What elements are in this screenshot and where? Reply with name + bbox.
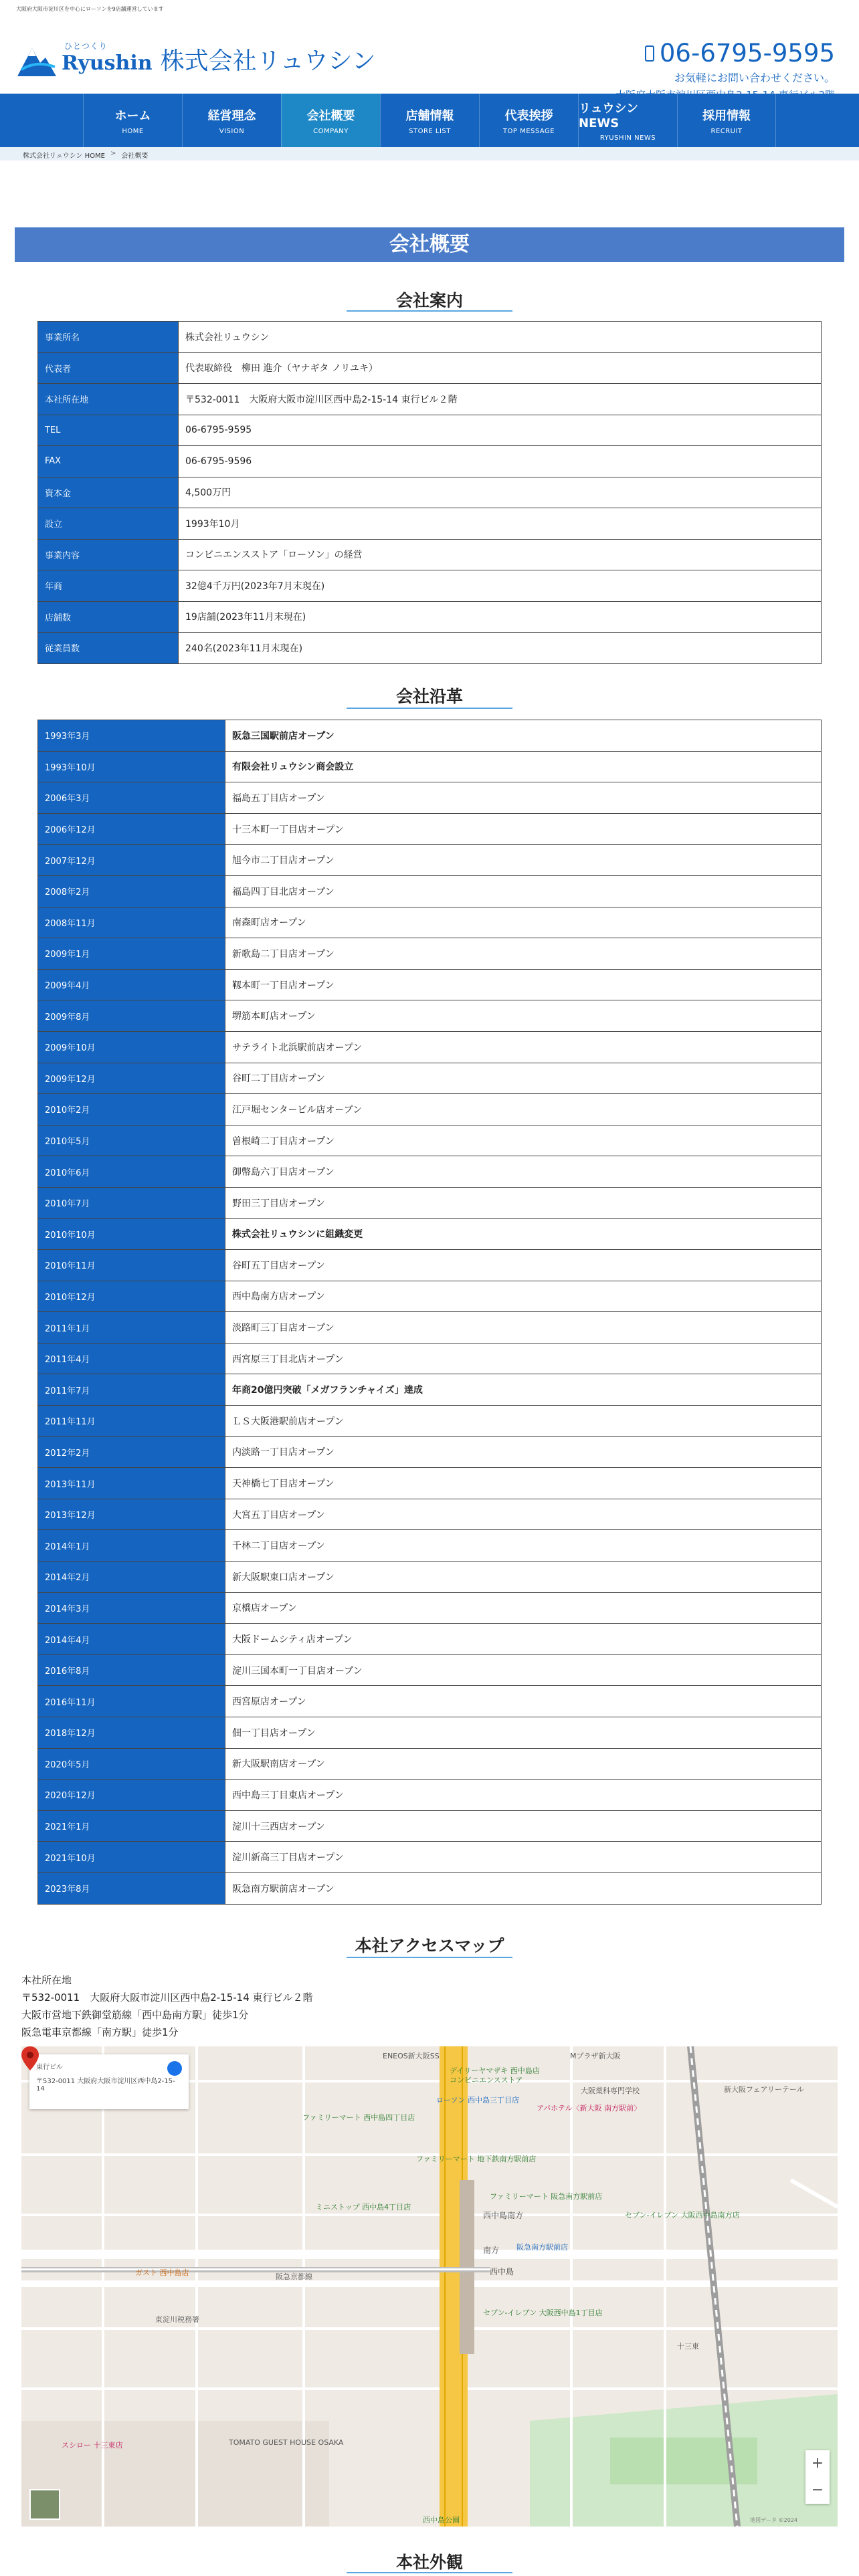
history-date: 2021年10月 [38, 1842, 225, 1873]
map-place-label[interactable]: セブン-イレブン 大阪西中島1丁目店 [483, 2309, 603, 2317]
history-date: 2016年8月 [38, 1654, 225, 1686]
map-place-label[interactable]: 阪急南方駅前店 [516, 2243, 568, 2252]
history-date: 2018年12月 [38, 1717, 225, 1749]
history-date: 2007年12月 [38, 845, 225, 876]
history-date: 2011年4月 [38, 1343, 225, 1374]
map-place-label[interactable]: アパホテル〈新大阪 南方駅前〉 [537, 2104, 642, 2113]
map-place-label[interactable]: ミニストップ 西中島4丁目店 [316, 2203, 411, 2212]
history-date: 1993年10月 [38, 751, 225, 782]
history-date: 2008年2月 [38, 875, 225, 907]
history-event: 淀川新高三丁目店オープン [225, 1842, 822, 1873]
info-value: 1993年10月 [179, 508, 822, 540]
google-map[interactable] [21, 2046, 838, 2527]
history-row [38, 1842, 822, 1873]
history-event: 淀川三国本町一丁目店オープン [225, 1654, 822, 1686]
history-row [38, 1343, 822, 1374]
nav-item-store-list[interactable] [380, 94, 479, 147]
history-date: 2010年2月 [38, 1094, 225, 1125]
history-event: 新歌島二丁目店オープン [225, 938, 822, 970]
history-date: 2013年11月 [38, 1468, 225, 1499]
history-event: 阪急南方駅前店オープン [225, 1872, 822, 1904]
map-place-label[interactable]: ファミリーマート 西中島四丁目店 [302, 2113, 415, 2122]
history-row [38, 907, 822, 938]
history-event: 西宮原三丁目北店オープン [225, 1343, 822, 1374]
history-date: 2006年3月 [38, 782, 225, 814]
history-date: 2014年1月 [38, 1530, 225, 1562]
info-value: 株式会社リュウシン [179, 322, 822, 353]
history-date: 2023年8月 [38, 1872, 225, 1904]
map-place-label[interactable]: デイリーヤマザキ 西中島店 [450, 2066, 540, 2075]
nav-item-recruit[interactable] [677, 94, 776, 147]
nav-sublabel: HOME [122, 127, 144, 135]
map-place-label[interactable]: スシロー 十三東店 [62, 2441, 123, 2450]
history-event: 曽根崎二丁目店オープン [225, 1125, 822, 1156]
breadcrumb-current: 会社概要 [121, 152, 149, 160]
history-event: 内淡路一丁目店オープン [225, 1436, 822, 1468]
history-row [38, 1592, 822, 1624]
history-row [38, 1624, 822, 1655]
history-event: 淡路町三丁目店オープン [225, 1312, 822, 1344]
site-logo[interactable] [16, 40, 376, 78]
history-row [38, 938, 822, 970]
map-layer-toggle[interactable] [29, 2489, 60, 2520]
global-nav [0, 94, 859, 147]
nav-sublabel: COMPANY [313, 127, 349, 135]
history-row [38, 1063, 822, 1094]
info-value: 240名(2023年11月末現在) [179, 633, 822, 664]
info-row [38, 633, 822, 664]
zoom-out-button[interactable]: − [811, 2482, 824, 2498]
history-row [38, 1374, 822, 1406]
info-row [38, 322, 822, 353]
company-history-table [37, 720, 822, 1905]
map-place-label[interactable]: 南方 [483, 2246, 500, 2255]
history-date: 2009年4月 [38, 969, 225, 1000]
history-date: 2009年10月 [38, 1031, 225, 1063]
history-date: 2010年12月 [38, 1281, 225, 1312]
history-row [38, 1436, 822, 1468]
history-row [38, 1468, 822, 1499]
info-row [38, 601, 822, 633]
nav-label: 採用情報 [702, 108, 751, 123]
history-row [38, 1125, 822, 1156]
history-event: 淀川十三西店オープン [225, 1810, 822, 1842]
access-info [21, 1971, 313, 2041]
logo-english: Ryushin [62, 51, 153, 75]
map-place-label[interactable]: コンビニエンスストア [450, 2076, 523, 2084]
logo-mountain-icon [16, 40, 58, 78]
history-row [38, 720, 822, 752]
section-underline [347, 1957, 512, 1958]
history-row [38, 1810, 822, 1842]
history-event: 谷町二丁目店オープン [225, 1063, 822, 1094]
nav-sublabel: STORE LIST [409, 127, 451, 135]
info-row [38, 446, 822, 477]
history-event: 野田三丁目店オープン [225, 1187, 822, 1218]
nav-label: 店舗情報 [405, 108, 454, 123]
section-title-info: 会社案内 [395, 291, 463, 310]
history-event: ＬＳ大阪港駅前店オープン [225, 1406, 822, 1437]
info-value: 〒532-0011 大阪府大阪市淀川区西中島2-15-14 東行ビル２階 [179, 384, 822, 415]
map-zoom-control [805, 2450, 830, 2504]
history-date: 2011年7月 [38, 1374, 225, 1406]
section-title-history: 会社沿革 [395, 687, 463, 706]
info-label: 事業所名 [38, 322, 179, 353]
history-row [38, 1686, 822, 1717]
history-event: 堺筋本町店オープン [225, 1000, 822, 1032]
history-event: 谷町五丁目店オープン [225, 1250, 822, 1281]
history-row [38, 1156, 822, 1188]
history-event: 西宮原店オープン [225, 1686, 822, 1717]
page-title: 会社概要 [15, 227, 844, 262]
history-row [38, 1780, 822, 1811]
header-contact [615, 39, 835, 102]
nav-label: ホーム [114, 108, 151, 123]
nav-item-home[interactable] [83, 94, 182, 147]
history-date: 1993年3月 [38, 720, 225, 752]
history-date: 2014年2月 [38, 1562, 225, 1593]
history-row [38, 1562, 822, 1593]
history-date: 2008年11月 [38, 907, 225, 938]
info-label: 設立 [38, 508, 179, 540]
history-row [38, 1499, 822, 1530]
info-label: TEL [38, 415, 179, 446]
map-place-label[interactable]: ローソン 西中島三丁目店 [436, 2096, 520, 2105]
access-line: 本社所在地 [21, 1974, 72, 1986]
breadcrumb-separator: > [110, 150, 116, 157]
history-date: 2010年6月 [38, 1156, 225, 1188]
info-label: 事業内容 [38, 539, 179, 570]
history-date: 2010年5月 [38, 1125, 225, 1156]
history-event: 天神橋七丁目店オープン [225, 1468, 822, 1499]
history-date: 2010年11月 [38, 1250, 225, 1281]
map-attribution: 地図データ ©2024 [750, 2517, 797, 2523]
history-event: 年商20億円突破「メガフランチャイズ」達成 [225, 1374, 822, 1406]
history-date: 2013年12月 [38, 1499, 225, 1530]
info-label: 店舗数 [38, 601, 179, 633]
history-row [38, 1312, 822, 1344]
phone-icon [645, 45, 654, 62]
nav-item-news[interactable] [578, 94, 677, 147]
history-row [38, 845, 822, 876]
map-place-label[interactable]: 新大阪フェアリーテール [724, 2085, 804, 2094]
map-card-title: 東行ビル [36, 2064, 63, 2071]
map-card-address: 〒532-0011 大阪府大阪市淀川区西中島2-15-14 [36, 2078, 175, 2092]
site-header [0, 20, 859, 94]
info-value: 06-6795-9595 [179, 415, 822, 446]
logo-ruby: ひとつくり [64, 41, 108, 51]
history-event: 有限会社リュウシン商会設立 [225, 751, 822, 782]
history-event: 大阪ドームシティ店オープン [225, 1624, 822, 1655]
nav-sublabel: RYUSHIN NEWS [599, 134, 656, 142]
history-event: 南森町店オープン [225, 907, 822, 938]
history-row [38, 813, 822, 845]
map-place-label[interactable]: 西中島南方 [483, 2211, 524, 2220]
info-value: 4,500万円 [179, 477, 822, 508]
map-place-label[interactable]: ENEOS新大阪SS [383, 2052, 440, 2060]
section-underline [347, 310, 512, 312]
contact-note: お気軽にお問い合わせください。 [674, 72, 835, 84]
nav-label: 代表挨拶 [504, 108, 553, 123]
topbar-tagline: 大阪府大阪市淀川区を中心にローソンを9店舗運営しています [16, 6, 164, 12]
history-event: 西中島三丁目東店オープン [225, 1780, 822, 1811]
history-event: 大宮五丁目店オープン [225, 1499, 822, 1530]
history-event: 御幣島六丁目店オープン [225, 1156, 822, 1188]
history-row [38, 751, 822, 782]
info-label: 本社所在地 [38, 384, 179, 415]
nav-item-vision[interactable] [182, 94, 281, 147]
history-row [38, 1094, 822, 1125]
nav-label: 会社概要 [306, 108, 355, 123]
info-label: 従業員数 [38, 633, 179, 664]
history-row [38, 1281, 822, 1312]
map-pin-icon[interactable] [21, 2046, 39, 2070]
history-row [38, 875, 822, 907]
history-event: 京橋店オープン [225, 1592, 822, 1624]
access-line: 〒532-0011 大阪府大阪市淀川区西中島2-15-14 東行ビル２階 [21, 1992, 313, 2004]
info-row [38, 384, 822, 415]
breadcrumb [0, 147, 859, 160]
phone-link[interactable] [615, 39, 835, 68]
history-event: 靱本町一丁目店オープン [225, 969, 822, 1000]
history-date: 2010年7月 [38, 1187, 225, 1218]
history-row [38, 1406, 822, 1437]
directions-icon[interactable] [167, 2061, 182, 2076]
history-event: 西中島南方店オープン [225, 1281, 822, 1312]
info-row [38, 539, 822, 570]
history-row [38, 1748, 822, 1780]
history-date: 2010年10月 [38, 1218, 225, 1250]
map-place-label[interactable]: 東淀川税務署 [155, 2315, 199, 2324]
history-event: 江戸堀センタービル店オープン [225, 1094, 822, 1125]
history-date: 2020年5月 [38, 1748, 225, 1780]
section-underline [347, 708, 512, 709]
history-event: 阪急三国駅前店オープン [225, 720, 822, 752]
history-event: 新大阪駅南店オープン [225, 1748, 822, 1780]
access-line: 大阪市営地下鉄御堂筋線「西中島南方駅」徒歩1分 [21, 2009, 249, 2021]
history-event: 株式会社リュウシンに組織変更 [225, 1218, 822, 1250]
map-place-label[interactable]: 十三東 [677, 2342, 699, 2351]
info-label: 資本金 [38, 477, 179, 508]
history-row [38, 1031, 822, 1063]
map-canvas[interactable] [21, 2046, 838, 2527]
history-event: 十三本町一丁目店オープン [225, 813, 822, 845]
nav-label: 経営理念 [207, 108, 256, 123]
map-place-label[interactable]: 大阪薬科専門学校 [581, 2086, 640, 2095]
history-row [38, 1218, 822, 1250]
history-date: 2014年3月 [38, 1592, 225, 1624]
history-date: 2020年12月 [38, 1780, 225, 1811]
history-event: 福島四丁目北店オープン [225, 875, 822, 907]
info-value: 代表取締役 柳田 進介（ヤナギタ ノリユキ） [179, 352, 822, 384]
history-row [38, 1000, 822, 1032]
history-date: 2006年12月 [38, 813, 225, 845]
nav-sublabel: VISION [219, 127, 245, 135]
info-label: FAX [38, 446, 179, 477]
map-place-label[interactable]: Mプラザ新大阪 [570, 2052, 621, 2060]
map-place-label[interactable]: ガスト 西中島店 [135, 2268, 189, 2277]
info-row [38, 508, 822, 540]
map-place-label[interactable]: TOMATO GUEST HOUSE OSAKA [229, 2438, 344, 2447]
map-place-label[interactable]: セブン-イレブン 大阪西中島南方店 [625, 2211, 740, 2220]
history-row [38, 1717, 822, 1749]
history-date: 2011年1月 [38, 1312, 225, 1344]
history-event: 千林二丁目店オープン [225, 1530, 822, 1562]
info-row [38, 477, 822, 508]
info-row [38, 352, 822, 384]
nav-item-top-message[interactable] [479, 94, 578, 147]
history-row [38, 1530, 822, 1562]
history-date: 2009年12月 [38, 1063, 225, 1094]
history-date: 2011年11月 [38, 1406, 225, 1437]
history-row [38, 1250, 822, 1281]
history-row [38, 1872, 822, 1904]
logo-japanese: 株式会社リュウシン [160, 47, 376, 75]
zoom-in-button[interactable]: + [811, 2455, 824, 2472]
nav-sublabel: TOP MESSAGE [502, 127, 555, 135]
info-value: コンビニエンスストア「ローソン」の経営 [179, 539, 822, 570]
map-place-label[interactable]: 阪急京都線 [276, 2272, 312, 2281]
history-row [38, 1654, 822, 1686]
nav-item-company[interactable] [281, 94, 380, 147]
map-place-label[interactable]: 西中島 [490, 2267, 514, 2276]
history-row [38, 969, 822, 1000]
history-event: 新大阪駅東口店オープン [225, 1562, 822, 1593]
history-date: 2009年1月 [38, 938, 225, 970]
history-date: 2012年2月 [38, 1436, 225, 1468]
info-value: 19店舗(2023年11月末現在) [179, 601, 822, 633]
history-date: 2016年11月 [38, 1686, 225, 1717]
info-value: 32億4千万円(2023年7月末現在) [179, 570, 822, 602]
history-event: 旭今市二丁目店オープン [225, 845, 822, 876]
map-place-label[interactable]: ファミリーマート 阪急南方駅前店 [490, 2192, 603, 2201]
info-label: 代表者 [38, 352, 179, 384]
map-info-card[interactable] [29, 2054, 189, 2109]
info-row [38, 570, 822, 602]
history-event: 福島五丁目店オープン [225, 782, 822, 814]
nav-label: リュウシンNEWS [579, 102, 639, 130]
company-info-table [37, 321, 822, 664]
info-row [38, 415, 822, 446]
history-row [38, 782, 822, 814]
history-date: 2021年1月 [38, 1810, 225, 1842]
section-title-access: 本社アクセスマップ [355, 1936, 504, 1955]
access-line: 阪急電車京都線「南方駅」徒歩1分 [21, 2026, 179, 2038]
history-event: サテライト北浜駅前店オープン [225, 1031, 822, 1063]
history-date: 2014年4月 [38, 1624, 225, 1655]
map-place-label[interactable]: 西中島公園 [423, 2516, 460, 2525]
info-value: 06-6795-9596 [179, 446, 822, 477]
history-event: 佃一丁目店オープン [225, 1717, 822, 1749]
history-date: 2009年8月 [38, 1000, 225, 1032]
info-label: 年商 [38, 570, 179, 602]
section-underline [347, 2572, 512, 2573]
breadcrumb-home-link[interactable]: 株式会社リュウシン HOME [23, 152, 105, 160]
map-place-label[interactable]: ファミリーマート 地下鉄南方駅前店 [416, 2155, 537, 2163]
nav-sublabel: RECRUIT [710, 127, 743, 135]
phone-number: 06-6795-9595 [659, 39, 835, 68]
history-row [38, 1187, 822, 1218]
section-title-exterior: 本社外観 [395, 2553, 463, 2572]
